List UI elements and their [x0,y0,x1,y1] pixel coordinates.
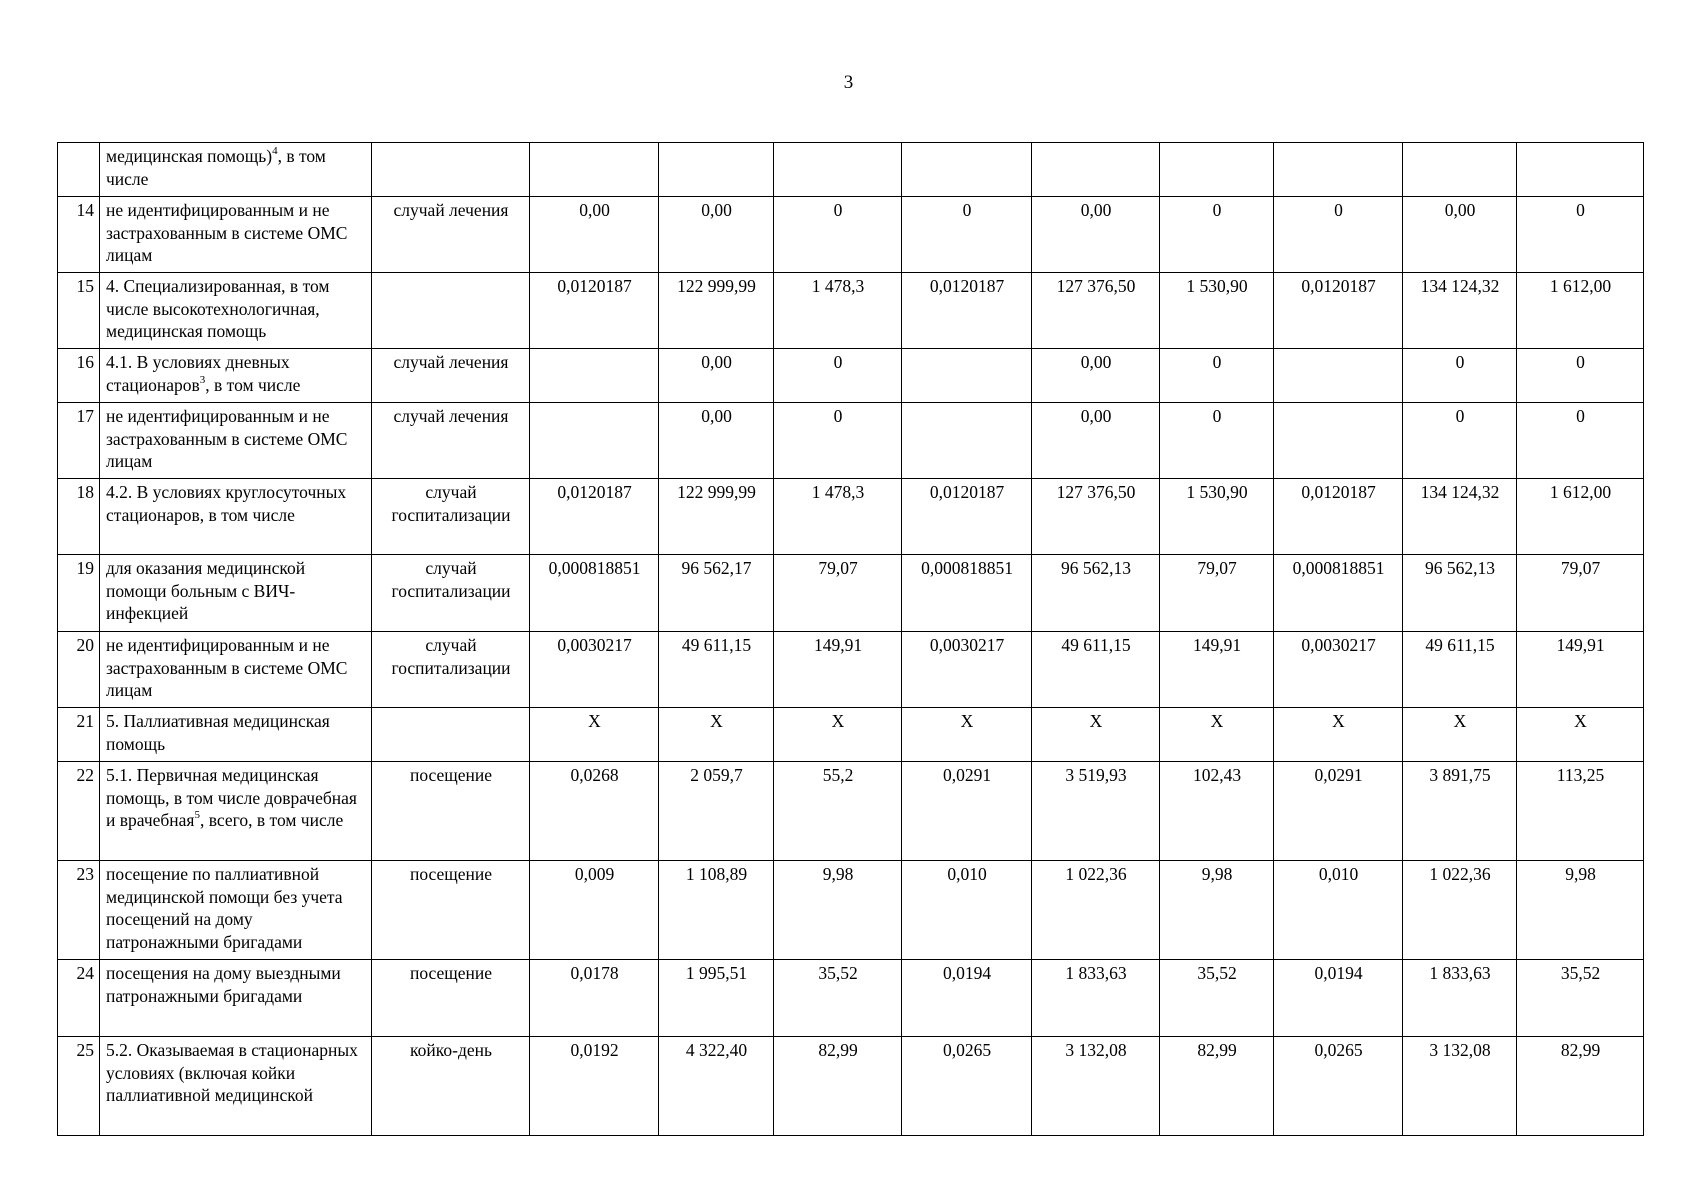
value-cell: 2 059,7 [659,762,774,861]
table-row [58,1037,1644,1136]
value-cell: 113,25 [1517,762,1644,861]
footnote-marker: 5 [194,809,200,822]
row-unit [372,143,530,197]
table-row [58,762,1644,861]
value-cell: 0,00 [1403,197,1517,273]
row-unit: посещение [372,960,530,1037]
row-name-text: 4. Специализированная, в том числе высокотехнологичная, медицинская помощь [106,276,330,341]
value-cell: 0,00 [659,349,774,403]
value-cell: 0,0268 [530,762,659,861]
value-cell: 102,43 [1160,762,1274,861]
table-row [58,960,1644,1037]
table-row [58,632,1644,708]
value-cell: 0,00 [659,197,774,273]
value-cell: 1 530,90 [1160,479,1274,555]
row-number: 18 [58,479,100,555]
value-cell: 0 [1517,349,1644,403]
row-name-text: 5.2. Оказываемая в стационарных условиях (включая койки паллиативной медицинской [106,1040,358,1105]
table-row [58,555,1644,632]
value-cell: Х [1403,708,1517,762]
table-row [58,403,1644,479]
value-cell: Х [774,708,902,762]
value-cell: 1 612,00 [1517,273,1644,349]
row-number: 14 [58,197,100,273]
value-cell: 1 612,00 [1517,479,1644,555]
value-cell: 0 [1517,197,1644,273]
table-row [58,273,1644,349]
value-cell: Х [1517,708,1644,762]
value-cell [1517,143,1644,197]
value-cell [1274,349,1403,403]
value-cell [902,403,1032,479]
value-cell: 96 562,17 [659,555,774,632]
value-cell [530,403,659,479]
value-cell: 82,99 [1160,1037,1274,1136]
value-cell: 0,0030217 [530,632,659,708]
value-cell: 0,000818851 [530,555,659,632]
row-name-text: для оказания медицинской помощи больным с ВИЧ-инфекцией [106,558,306,623]
row-name [100,861,372,960]
value-cell [1274,403,1403,479]
row-name-text: посещение по паллиативной медицинской помощи без учета посещений на дому патронажными бригадами [106,864,343,952]
value-cell: Х [1160,708,1274,762]
value-cell: Х [902,708,1032,762]
value-cell: 0,0194 [902,960,1032,1037]
value-cell: 0,00 [1032,349,1160,403]
row-name [100,708,372,762]
value-cell: 49 611,15 [659,632,774,708]
row-unit [372,708,530,762]
value-cell [530,143,659,197]
value-cell [902,349,1032,403]
value-cell: 1 530,90 [1160,273,1274,349]
value-cell [774,143,902,197]
value-cell: 4 322,40 [659,1037,774,1136]
row-name-text: не идентифицированным и не застрахованным в системе ОМС лицам [106,200,348,265]
value-cell: 3 519,93 [1032,762,1160,861]
value-cell: 35,52 [774,960,902,1037]
value-cell: 0 [902,197,1032,273]
value-cell [902,143,1032,197]
value-cell: 0,0120187 [530,273,659,349]
value-cell: 3 132,08 [1032,1037,1160,1136]
value-cell: 0,009 [530,861,659,960]
row-name [100,632,372,708]
value-cell: 82,99 [774,1037,902,1136]
value-cell: 0,0120187 [1274,273,1403,349]
footnote-marker: 4 [272,145,278,158]
value-cell: 79,07 [774,555,902,632]
value-cell [1032,143,1160,197]
footnote-marker: 3 [199,373,206,386]
value-cell: 127 376,50 [1032,273,1160,349]
value-cell: 0,0192 [530,1037,659,1136]
value-cell: 0 [1274,197,1403,273]
row-name-text: медицинская помощь) [106,146,273,166]
value-cell: 1 478,3 [774,273,902,349]
row-name [100,479,372,555]
value-cell: 0,010 [1274,861,1403,960]
row-name-text: не идентифицированным и не застрахованным в системе ОМС лицам [106,635,348,700]
row-unit: посещение [372,762,530,861]
value-cell: 0 [1160,349,1274,403]
value-cell: 134 124,32 [1403,273,1517,349]
value-cell: 0 [1403,349,1517,403]
row-unit: посещение [372,861,530,960]
value-cell: 96 562,13 [1403,555,1517,632]
value-cell: 0,0291 [902,762,1032,861]
row-number: 15 [58,273,100,349]
row-name-text: 5.1. Первичная медицинская помощь, в том числе доврачебная и врачебная [106,765,357,830]
value-cell: 0 [774,197,902,273]
row-name-text: 4.2. В условиях круглосуточных стационаров, в том числе [106,482,347,525]
value-cell: 0 [1160,403,1274,479]
table-row [58,708,1644,762]
value-cell: 0,000818851 [1274,555,1403,632]
value-cell: 0,00 [530,197,659,273]
row-unit: случай госпитализации [372,632,530,708]
row-unit: случай лечения [372,403,530,479]
row-unit: койко-день [372,1037,530,1136]
value-cell: 0,0178 [530,960,659,1037]
value-cell: 1 478,3 [774,479,902,555]
value-cell: 0,00 [1032,403,1160,479]
value-cell: 0,00 [1032,197,1160,273]
row-unit: случай лечения [372,349,530,403]
value-cell: 0,0120187 [530,479,659,555]
value-cell [1403,143,1517,197]
row-number: 21 [58,708,100,762]
value-cell: 0 [1517,403,1644,479]
value-cell: 0,010 [902,861,1032,960]
value-cell: Х [1032,708,1160,762]
row-name [100,197,372,273]
value-cell: 0 [774,403,902,479]
value-cell: 3 891,75 [1403,762,1517,861]
value-cell: 0,00 [659,403,774,479]
value-cell: 149,91 [774,632,902,708]
value-cell: 149,91 [1517,632,1644,708]
value-cell: 0 [1160,197,1274,273]
row-name [100,555,372,632]
value-cell: 1 022,36 [1403,861,1517,960]
table-row [58,143,1644,197]
value-cell: 9,98 [774,861,902,960]
value-cell [659,143,774,197]
row-name [100,349,372,403]
value-cell: 0,0194 [1274,960,1403,1037]
value-cell: 9,98 [1160,861,1274,960]
value-cell: Х [530,708,659,762]
value-cell: 0,0120187 [902,273,1032,349]
value-cell: Х [659,708,774,762]
row-unit: случай госпитализации [372,555,530,632]
value-cell: 35,52 [1160,960,1274,1037]
row-number: 23 [58,861,100,960]
value-cell: 0,0291 [1274,762,1403,861]
row-number: 24 [58,960,100,1037]
value-cell: 0,0120187 [1274,479,1403,555]
row-name [100,762,372,861]
row-number: 16 [58,349,100,403]
row-unit: случай лечения [372,197,530,273]
value-cell: 149,91 [1160,632,1274,708]
row-number [58,143,100,197]
value-cell: 1 108,89 [659,861,774,960]
value-cell: 122 999,99 [659,479,774,555]
value-cell: 127 376,50 [1032,479,1160,555]
row-name-text: посещения на дому выездными патронажными бригадами [106,963,341,1006]
row-number: 25 [58,1037,100,1136]
row-name-text: 4.1. В условиях дневных стационаров [106,352,290,395]
value-cell: 0,0030217 [1274,632,1403,708]
row-name [100,143,372,197]
value-cell: 55,2 [774,762,902,861]
value-cell: 3 132,08 [1403,1037,1517,1136]
row-number: 19 [58,555,100,632]
row-number: 22 [58,762,100,861]
value-cell: 0,0030217 [902,632,1032,708]
value-cell: Х [1274,708,1403,762]
value-cell: 0,0265 [1274,1037,1403,1136]
page-number: 3 [843,72,854,93]
value-cell: 1 833,63 [1403,960,1517,1037]
value-cell: 1 995,51 [659,960,774,1037]
table-row [58,479,1644,555]
table-row [58,349,1644,403]
row-name-text: не идентифицированным и не застрахованным в системе ОМС лицам [106,406,348,471]
row-name [100,960,372,1037]
value-cell: 134 124,32 [1403,479,1517,555]
row-name-continuation: , всего, в том числе [199,810,344,830]
row-unit [372,273,530,349]
value-cell: 122 999,99 [659,273,774,349]
row-name-text: 5. Паллиативная медицинская помощь [106,711,330,754]
value-cell: 0,0120187 [902,479,1032,555]
value-cell: 49 611,15 [1403,632,1517,708]
value-cell: 1 833,63 [1032,960,1160,1037]
value-cell: 9,98 [1517,861,1644,960]
value-cell: 0,000818851 [902,555,1032,632]
value-cell: 79,07 [1517,555,1644,632]
value-cell [1160,143,1274,197]
row-name [100,403,372,479]
value-cell: 0 [1403,403,1517,479]
row-name-continuation: , в том числе [205,374,301,395]
value-cell: 0 [774,349,902,403]
value-cell: 35,52 [1517,960,1644,1037]
value-cell: 0,0265 [902,1037,1032,1136]
row-name [100,273,372,349]
table-row [58,197,1644,273]
row-name [100,1037,372,1136]
row-unit: случай госпитализации [372,479,530,555]
row-number: 17 [58,403,100,479]
value-cell [530,349,659,403]
value-cell: 1 022,36 [1032,861,1160,960]
value-cell: 79,07 [1160,555,1274,632]
value-cell [1274,143,1403,197]
value-cell: 49 611,15 [1032,632,1160,708]
table-row [58,861,1644,960]
value-cell: 96 562,13 [1032,555,1160,632]
row-number: 20 [58,632,100,708]
row-name-continuation: , в том числе [106,146,326,189]
tariff-table [57,142,1644,1136]
value-cell: 82,99 [1517,1037,1644,1136]
